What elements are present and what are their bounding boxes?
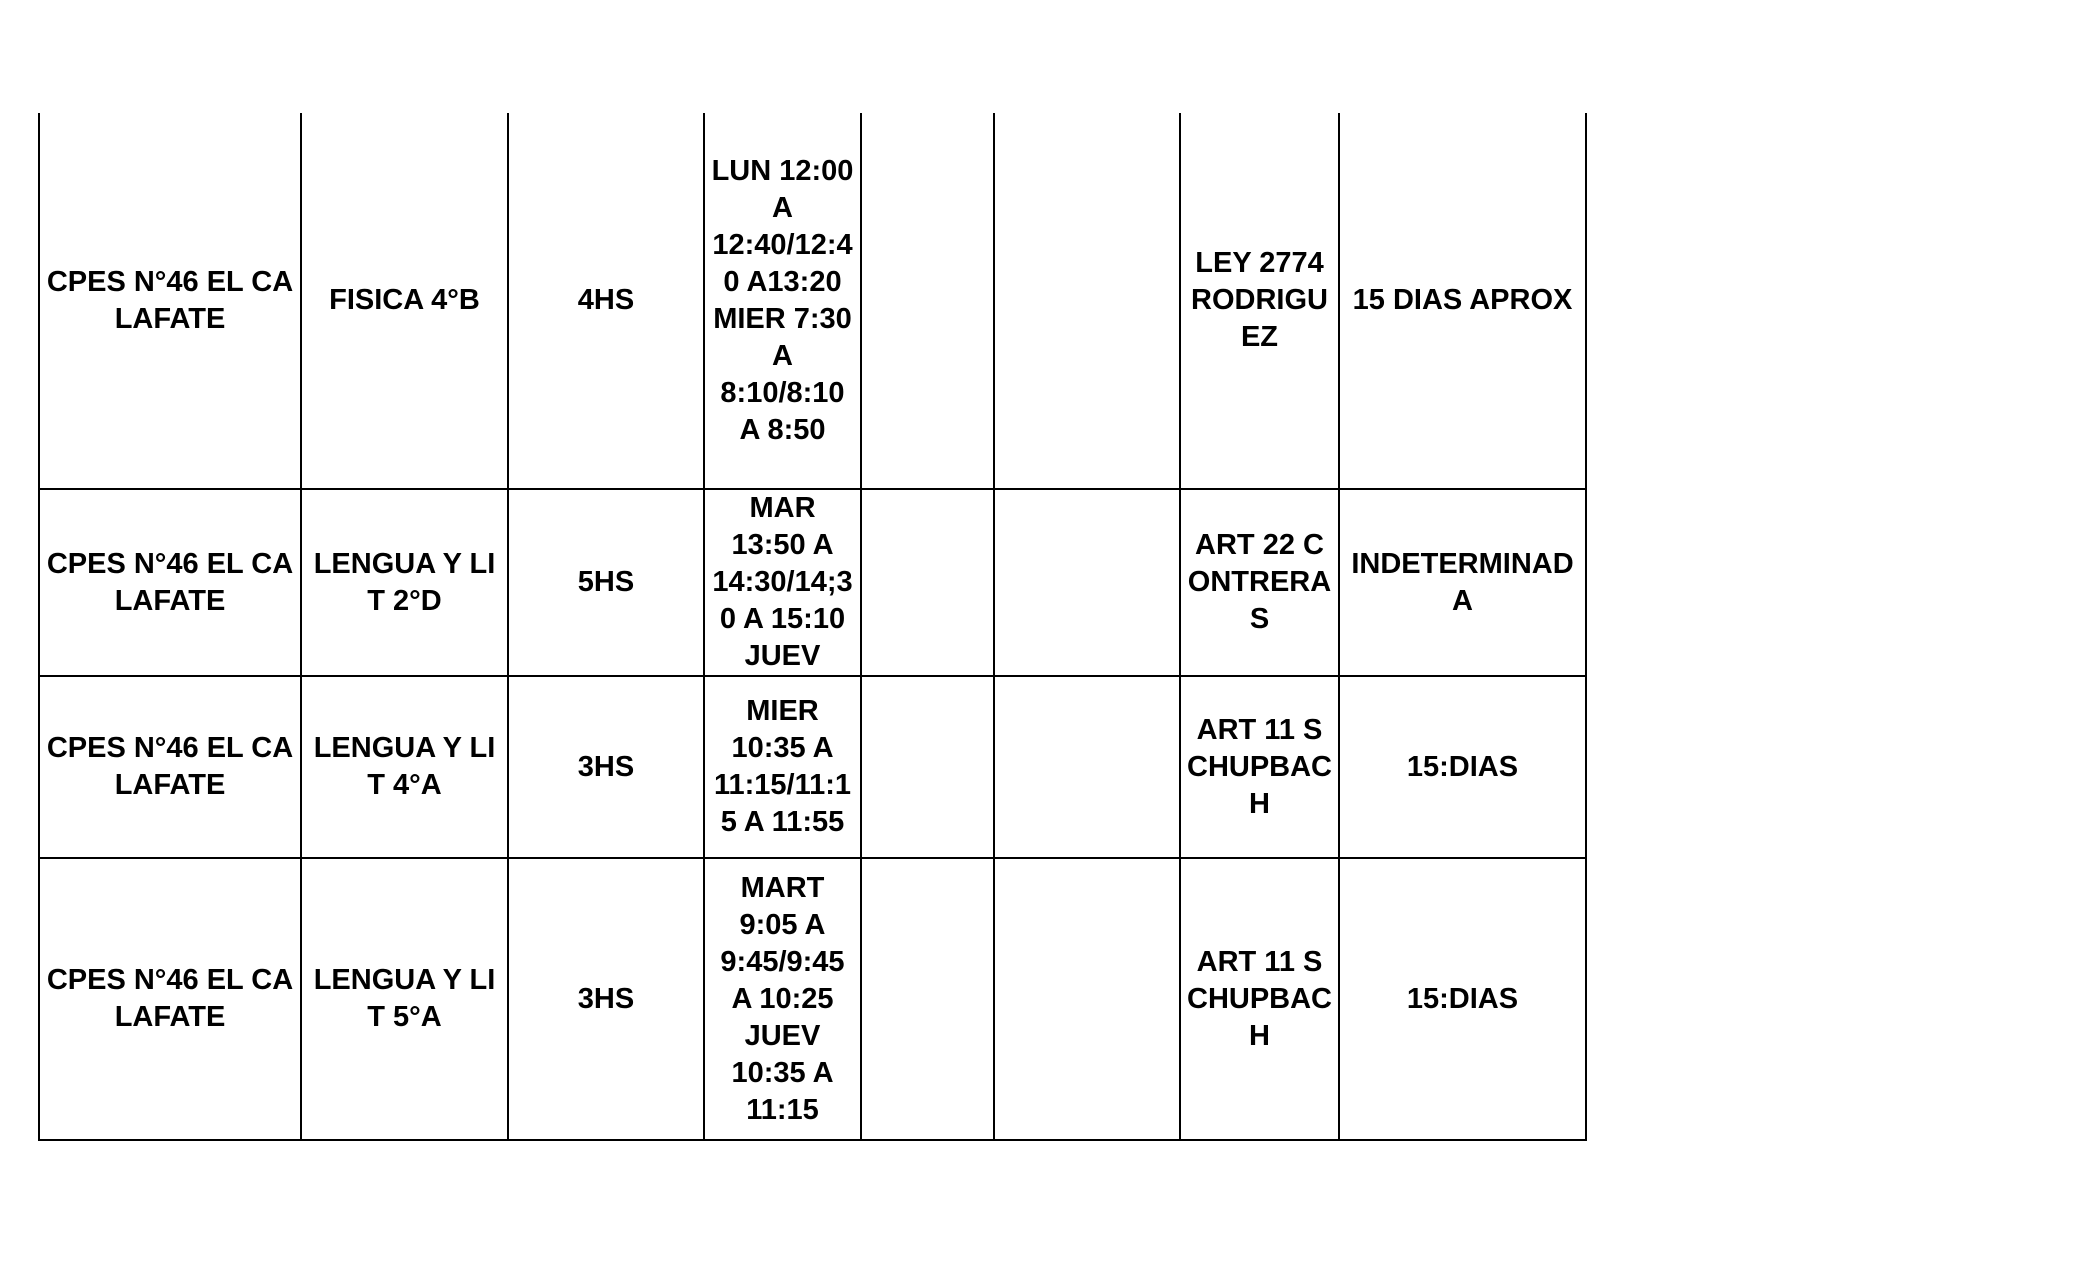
schedule-line: 0 A13:20 — [723, 265, 842, 298]
vacancy-table — [38, 113, 1587, 1141]
duration-cell: INDETERMINADA — [1339, 489, 1586, 676]
schedule-line: MIER 7:30 — [713, 302, 852, 335]
schedule-line: JUEV — [744, 1019, 821, 1052]
duration-cell: 15 DIAS APROX — [1339, 113, 1586, 489]
reason-cell: ART 22 CONTRERAS — [1180, 489, 1339, 676]
schedule-cell — [704, 113, 861, 489]
hours-cell: 4HS — [508, 113, 704, 489]
empty-cell — [861, 858, 994, 1140]
reason-cell: ART 11 SCHUPBACH — [1180, 676, 1339, 858]
schedule-line: A — [772, 339, 793, 372]
school-cell: CPES N°46 EL CALAFATE — [39, 676, 301, 858]
schedule-line: 0 A 15:10 — [719, 603, 846, 635]
schedule-cell — [704, 858, 861, 1140]
schedule-line: 10:35 A — [731, 732, 834, 764]
empty-cell — [861, 489, 994, 676]
schedule-line: A 8:50 — [739, 413, 826, 446]
schedule-line: JUEV — [744, 640, 821, 672]
subject-cell: LENGUA Y LIT 5°A — [301, 858, 508, 1140]
schedule-line: 5 A 11:55 — [720, 806, 845, 838]
schedule-line: 12:40/12:4 — [712, 228, 853, 261]
subject-cell: LENGUA Y LIT 2°D — [301, 489, 508, 676]
hours-cell: 3HS — [508, 858, 704, 1140]
hours-cell: 5HS — [508, 489, 704, 676]
subject-cell: LENGUA Y LIT 4°A — [301, 676, 508, 858]
reason-cell: ART 11 SCHUPBACH — [1180, 858, 1339, 1140]
subject-cell: FISICA 4°B — [301, 113, 508, 489]
school-cell: CPES N°46 EL CALAFATE — [39, 113, 301, 489]
table-row — [39, 113, 1586, 489]
empty-cell — [861, 676, 994, 858]
schedule-line: MIER — [746, 695, 819, 727]
schedule-line: 13:50 A — [731, 529, 834, 561]
schedule-line: A — [772, 191, 793, 224]
duration-cell: 15:DIAS — [1339, 676, 1586, 858]
schedule-line: 9:45/9:45 — [720, 945, 845, 978]
empty-cell — [994, 113, 1180, 489]
empty-cell — [994, 676, 1180, 858]
schedule-line: MAR — [749, 492, 816, 524]
empty-cell — [861, 113, 994, 489]
schedule-line: LUN 12:00 — [711, 154, 854, 187]
reason-cell: LEY 2774 RODRIGUEZ — [1180, 113, 1339, 489]
school-cell: CPES N°46 EL CALAFATE — [39, 489, 301, 676]
empty-cell — [994, 858, 1180, 1140]
schedule-line: 8:10/8:10 — [720, 376, 845, 409]
schedule-cell — [704, 676, 861, 858]
schedule-line: 10:35 A — [731, 1056, 834, 1089]
duration-cell: 15:DIAS — [1339, 858, 1586, 1140]
table-row — [39, 676, 1586, 858]
table-row — [39, 858, 1586, 1140]
schedule-line: 14:30/14;3 — [712, 566, 853, 598]
schedule-cell — [704, 489, 861, 676]
schedule-line: 11:15/11:1 — [713, 769, 852, 801]
schedule-line: 9:05 A — [739, 908, 826, 941]
hours-cell: 3HS — [508, 676, 704, 858]
table-row — [39, 489, 1586, 676]
empty-cell — [994, 489, 1180, 676]
schedule-line: A 10:25 — [731, 982, 834, 1015]
school-cell: CPES N°46 EL CALAFATE — [39, 858, 301, 1140]
schedule-line: 11:15 — [746, 1093, 819, 1126]
schedule-line: MART — [740, 871, 825, 904]
